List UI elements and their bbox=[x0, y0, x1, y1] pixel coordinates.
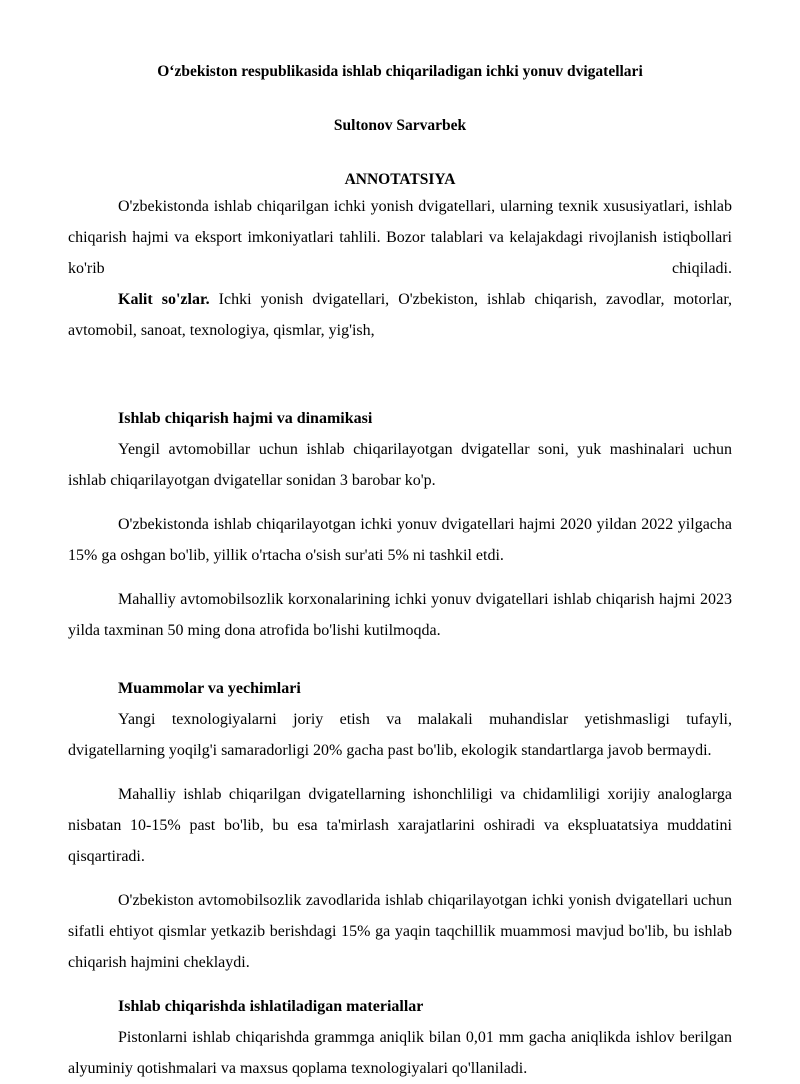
paragraph-fuel-efficiency: Yangi texnologiyalarni joriy etish va malakali muhandislar yetishmasligi tufayli, dvigatellarning yoqilg'i samaradorligi 20% gacha past bo'lib, ekologik standartlarga javob bermaydi. bbox=[68, 710, 732, 759]
keywords-label: Kalit so'zlar. bbox=[118, 290, 210, 308]
keywords-paragraph bbox=[68, 284, 732, 346]
paragraph-production-ratio: Yengil avtomobillar uchun ishlab chiqarilayotgan dvigatellar soni, yuk mashinalari uchun ishlab chiqarilayotgan dvigatellar sonidan 3 barobar ko'p. bbox=[68, 440, 732, 489]
paragraph-production-forecast: Mahalliy avtomobilsozlik korxonalarining ichki yonuv dvigatellari ishlab chiqarish hajmi 2023 yilda taxminan 50 ming dona atrofida bo'lishi kutilmoqda. bbox=[68, 590, 732, 639]
paragraph-spare-parts: O'zbekiston avtomobilsozlik zavodlarida ishlab chiqarilayotgan ichki yonish dvigatellari uchun sifatli ehtiyot qismlar yetkazib berishdagi 15% ga yaqin taqchillik muammosi mavjud bo'lib, bu ishlab chiqarish hajmini cheklaydi. bbox=[68, 891, 732, 971]
section-spacer bbox=[68, 646, 732, 673]
section-spacer bbox=[68, 346, 732, 403]
section-heading-production-volume: Ishlab chiqarish hajmi va dinamikasi bbox=[118, 409, 373, 427]
paragraph-production-growth: O'zbekistonda ishlab chiqarilayotgan ichki yonuv dvigatellari hajmi 2020 yildan 2022 yilgacha 15% ga oshgan bo'lib, yillik o'rtacha o'sish sur'ati 5% ni tashkil etdi. bbox=[68, 515, 732, 564]
abstract-heading: ANNOTATSIYA bbox=[344, 170, 456, 188]
paragraph-reliability: Mahalliy ishlab chiqarilgan dvigatellarning ishonchliligi va chidamliligi xorijiy analoglarga nisbatan 10-15% past bo'lib, bu esa ta'mirlash xarajatlarini oshiradi va ekspluatatsiya muddatini qisqartiradi. bbox=[68, 785, 732, 865]
section-heading-problems: Muammolar va yechimlari bbox=[118, 679, 301, 697]
paragraph-materials: Pistonlarni ishlab chiqarishda grammga aniqlik bilan 0,01 mm gacha aniqlikda ishlov berilgan alyuminiy qotishmalari va maxsus qoplama texnologiyalari qo'llaniladi. bbox=[68, 1028, 732, 1077]
page-title: O‘zbekiston respublikasida ishlab chiqariladigan ichki yonuv dvigatellari bbox=[157, 63, 643, 80]
keywords-list: Ichki yonish dvigatellari, O'zbekiston, ishlab chiqarish, zavodlar, motorlar, avtomobil, sanoat, texnologiya, qismlar, yig'ish, bbox=[68, 290, 732, 339]
section-heading-materials: Ishlab chiqarishda ishlatiladigan materiallar bbox=[118, 997, 424, 1015]
author-name: Sultonov Sarvarbek bbox=[333, 116, 467, 134]
abstract-paragraph: O'zbekistonda ishlab chiqarilgan ichki yonish dvigatellari, ularning texnik xususiyatlari, ishlab chiqarish hajmi va eksport imkoniyatlari tahlili. Bozor talablari va kelajakdagi rivojlanish istiqbollari ko'rib chiqiladi. bbox=[68, 197, 732, 277]
section-spacer bbox=[68, 978, 732, 991]
